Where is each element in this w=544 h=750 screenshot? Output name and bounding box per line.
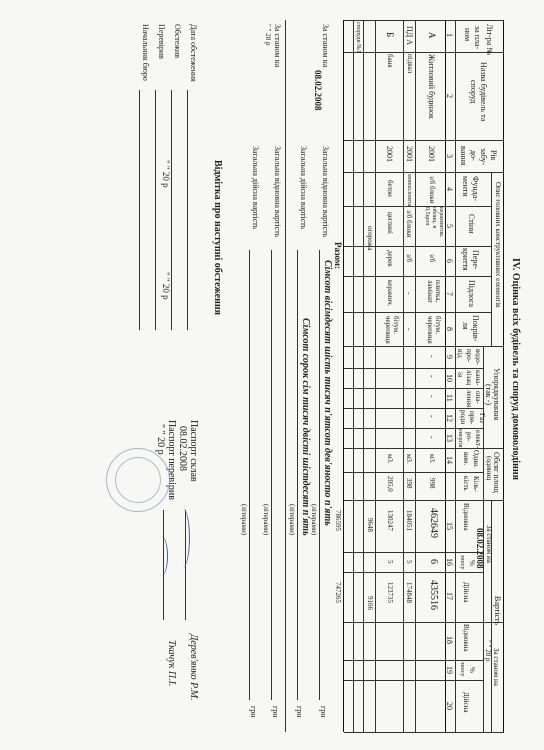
row-pda-found: монол.плита (406, 174, 412, 207)
total-repl: 786595 (334, 510, 342, 531)
summary-divider (285, 20, 286, 732)
hdr-year-3: до- (469, 150, 478, 161)
person-checked: Ткачук П.І. (166, 640, 177, 687)
row-divider-1 (415, 20, 416, 732)
hdr-utilities-2: (так -) (484, 384, 493, 406)
row-pda-repl: 184051 (405, 510, 413, 531)
hdr-elec: елект- (474, 430, 482, 449)
currency-3: грн (271, 706, 280, 718)
footer-date-blank-2: " " 20 р (161, 272, 171, 300)
line-date2-value: " " 20 р (264, 24, 272, 46)
hdr-nom: ном (463, 28, 472, 42)
footer-line (139, 90, 140, 330)
hdr-water-3: від (456, 349, 464, 358)
sum-words-1: Сімсот вісімдесят шість тисяч п'ятсот дев'яносто п'ять (322, 260, 333, 526)
row-a-floors: з/б (428, 254, 436, 263)
hdr-date1: За станом на (485, 525, 493, 563)
row-pda-qty: 398 (405, 478, 413, 489)
footer-date-insp: Дата обстеження (189, 24, 198, 82)
hdr-date2-value: " " 20 р (484, 640, 492, 662)
extra-lit: споруди №1 (355, 22, 361, 53)
col-num: 3 (445, 154, 454, 158)
line-date1-value: 08.02.2008 (313, 70, 323, 111)
col-line (344, 622, 504, 623)
hdr-gas-3: родн (459, 410, 467, 425)
line-date2-label: За станом на (273, 24, 282, 68)
signature (155, 536, 168, 576)
footer-head: Начальник бюро (141, 24, 150, 81)
hdr-qty-2: кість (462, 476, 470, 491)
row-pda-pct: 5 (405, 560, 413, 564)
hdr-water: водо- (474, 349, 482, 365)
col-num: 11 (445, 394, 454, 402)
row-a-water: - (427, 355, 436, 358)
sum-words-1-caption: (літерами) (310, 504, 318, 536)
hdr-repl: Відновна (462, 503, 470, 531)
hdr-actual-2: Дійсна (462, 692, 470, 713)
hdr-heat-2: лення (465, 390, 473, 408)
row-a-qty: 998 (428, 478, 436, 489)
hdr-found: Фунда- (471, 176, 480, 201)
page-title: IV. Оцінка всіх будівель та споруд домоволодіння (510, 258, 521, 481)
hdr-floors-2: криття (461, 248, 470, 271)
row-a-heat: - (427, 395, 436, 398)
footer-date-blank-1: " " 20 р (161, 160, 171, 188)
sum-words-2: Сімсот сорок сім тисяч двісті шістдесят п'ять (300, 318, 311, 536)
hdr-roof: Покрів- (471, 315, 480, 342)
col-line (344, 472, 484, 473)
currency-1: грн (319, 706, 328, 718)
hdr-walls: Стіни (467, 214, 476, 234)
col-num: 16 (445, 558, 454, 566)
col-num: 8 (445, 327, 454, 331)
col-line (344, 52, 504, 53)
hdr-elec-3: енергія (457, 429, 463, 448)
col-num: 10 (445, 374, 454, 382)
hdr-water-2: про- (465, 349, 473, 363)
col-line (344, 346, 504, 347)
hdr-unit-2: вим. (462, 452, 470, 466)
row-b-found: бетон (386, 180, 394, 197)
row-b-floor: керамич. (386, 280, 394, 307)
row-divider-4 (363, 20, 364, 732)
col-line (344, 732, 504, 733)
row-b-name: баня (386, 54, 394, 68)
col-num: 5 (445, 224, 454, 228)
row-fence-walls: огорожа (366, 226, 374, 251)
sum-line-1 (319, 250, 320, 700)
row-pda-roof: - (405, 328, 413, 331)
col-num: 18 (445, 636, 454, 644)
person-compiled: Дерев'янко Р.М. (188, 634, 199, 701)
row-a-floor: плитка, ламінат (426, 280, 442, 303)
row-divider-5 (353, 20, 354, 732)
hdr-repl-2: Відновна (462, 624, 470, 652)
hdr-sewer-3: ія (456, 372, 464, 378)
row-a-roof: бітум. черепиця (426, 316, 442, 344)
passport-compiled-label: Паспорт склав (188, 420, 199, 482)
sum-line-3 (271, 250, 272, 700)
table-border-bottom (343, 20, 344, 732)
row-pda-year: 2001 (405, 146, 414, 162)
hdr-name-2: споруд (469, 80, 478, 104)
row-b-floors: дерев (386, 250, 394, 267)
col-num: 9 (445, 355, 454, 359)
col-num: 17 (445, 592, 454, 600)
line-actual-label: Загальна дійсна вартість (299, 146, 308, 230)
col-num: 20 (445, 702, 454, 710)
hdr-sewer-2: лізац (465, 370, 473, 386)
row-a-unit: м3. (428, 454, 436, 464)
row-pda-lit: ПД А (405, 26, 414, 46)
col-line (344, 172, 504, 173)
col-num: 2 (445, 94, 454, 98)
row-divider-3 (375, 20, 376, 732)
row-a-sewer: - (427, 375, 436, 378)
row-a-elec: - (427, 436, 436, 439)
footer-line (187, 90, 188, 330)
row-a-year: 2001 (427, 146, 436, 162)
hdr-pct: % (468, 560, 476, 566)
col-line (344, 572, 484, 573)
official-stamp (106, 448, 170, 512)
col-num: 15 (445, 522, 454, 530)
row-a-pct: 6 (428, 559, 439, 564)
hdr-floors: Пере- (471, 250, 480, 270)
hdr-found-2: менти (461, 176, 470, 197)
sum-words-2-caption: (літерами) (288, 504, 296, 536)
hdr-pct-2: зносу (459, 555, 465, 570)
footer-line (155, 90, 156, 330)
total-actual: 747265 (334, 582, 342, 603)
col-line (344, 500, 504, 501)
row-b-walls: цегляні (386, 212, 394, 234)
hdr-year-2: забу- (479, 148, 488, 166)
constr-subheader-line (491, 172, 492, 346)
hdr-lit: Літ-ра № (485, 24, 494, 55)
line-actual2-label: Загальна дійсна вартість (251, 146, 260, 230)
line-repl-label: Загальна відновна вартість (321, 146, 330, 238)
footer-line (171, 90, 172, 330)
hdr-gas-2: при- (468, 411, 476, 425)
row-b-roof: бітум. черепиця (384, 316, 400, 344)
row-b-unit: м3. (386, 454, 394, 464)
hdr-pct-4: зносу (459, 662, 465, 677)
row-fence-repl: 9648 (366, 518, 374, 532)
line-date1-label: За станом на (321, 24, 330, 68)
total-label: Разом: (333, 242, 343, 270)
row-divider-2 (403, 20, 404, 732)
hdr-actual: Дійсна (462, 582, 470, 603)
hdr-name: Назва будівель та (479, 62, 488, 122)
footer-measured: Обстежив (173, 24, 182, 59)
row-pda-name: підвал (406, 54, 414, 74)
col-line (344, 140, 504, 141)
passport-checked-date: " " 20 р (155, 424, 166, 455)
col-line (344, 206, 492, 207)
caption-letters-3: (літерами) (262, 504, 270, 536)
hdr-date2: За станом на (492, 648, 500, 686)
hdr-pos: за пла- (473, 26, 482, 50)
col-num: 14 (445, 456, 454, 464)
currency-4: грн (249, 706, 258, 718)
col-line (344, 552, 484, 553)
hdr-year-4: вання (459, 146, 468, 166)
hdr-utilities: Упорядкування (492, 368, 501, 421)
hdr-roof-2: ля (461, 322, 470, 330)
passport-compiled-date: 08.02.2008 (177, 426, 188, 471)
footer-checked: Перевірив (157, 24, 166, 59)
col-line (344, 408, 484, 409)
col-line (344, 312, 492, 313)
hdr-date1-value: 08.02.2008 (475, 528, 485, 569)
col-line (344, 388, 484, 389)
sum-line-4 (249, 250, 250, 700)
row-a-gas: - (427, 415, 436, 418)
col-line (344, 20, 504, 21)
sum-line-2 (297, 250, 298, 700)
hdr-floor: Підлога (467, 280, 476, 307)
hdr-volume: Обсяг площ (492, 452, 501, 493)
hdr-elec-2: ро- (465, 432, 473, 442)
col-num: 7 (445, 292, 454, 296)
col-line (344, 276, 492, 277)
row-b-repl: 130247 (386, 510, 394, 531)
caption-letters-4: (літерами) (240, 504, 248, 536)
hdr-sewer: кана- (474, 370, 482, 386)
row-pda-walls: з/б блоки (405, 210, 413, 238)
row-fence-actual: 9166 (366, 596, 374, 610)
currency-2: грн (295, 706, 304, 718)
col-num: 6 (445, 259, 454, 263)
col-num: 13 (445, 434, 454, 442)
row-a-walls: керамзитов. облиц. в 0,5цегл (424, 207, 444, 238)
col-line (344, 680, 484, 681)
row-b-lit: Б (385, 32, 395, 38)
hdr-qty: Кіль- (472, 476, 480, 492)
table-border-top (503, 20, 504, 732)
row-a-lit: А (427, 32, 437, 39)
row-a-found: з/б блоки (428, 176, 436, 204)
row-pda-actual: 174848 (405, 582, 413, 603)
col-line (344, 368, 484, 369)
passport-checked-label: Паспорт перевірив (166, 420, 177, 500)
col-num: 12 (445, 414, 454, 422)
col-num: 19 (445, 666, 454, 674)
hdr-constr: Опис головних конструктивних елементів (494, 182, 502, 308)
row-a-name: Житловий будинок (427, 54, 436, 119)
hdr-value: Вартість (493, 596, 502, 626)
hdr-unit: Один. (472, 450, 480, 468)
row-b-qty: 205,0 (386, 476, 394, 492)
row-b-year: 2001 (385, 146, 394, 162)
col-num: 1 (445, 33, 454, 37)
hdr-heat: опа- (474, 391, 482, 404)
row-b-actual: 123735 (386, 582, 394, 603)
hdr-volume-2: (одиниц (485, 456, 493, 481)
hdr-gas: Газ (478, 413, 486, 423)
next-inspection-title: Відмітка про наступні обстеження (212, 160, 223, 316)
row-pda-floor: - (405, 292, 413, 295)
row-b-pct: 5 (386, 560, 394, 564)
col-line (344, 660, 484, 661)
signature (175, 508, 190, 568)
col-num: 4 (445, 187, 454, 191)
row-pda-floors: з/б (405, 254, 413, 263)
hdr-pct-3: % (468, 667, 476, 673)
line-repl2-label: Загальна відновна вартість (273, 146, 282, 238)
row-a-actual: 435516 (428, 580, 439, 610)
hdr-year: Рік (489, 150, 498, 161)
row-pda-unit: м3. (405, 454, 413, 464)
row-a-repl: 462649 (428, 508, 439, 538)
